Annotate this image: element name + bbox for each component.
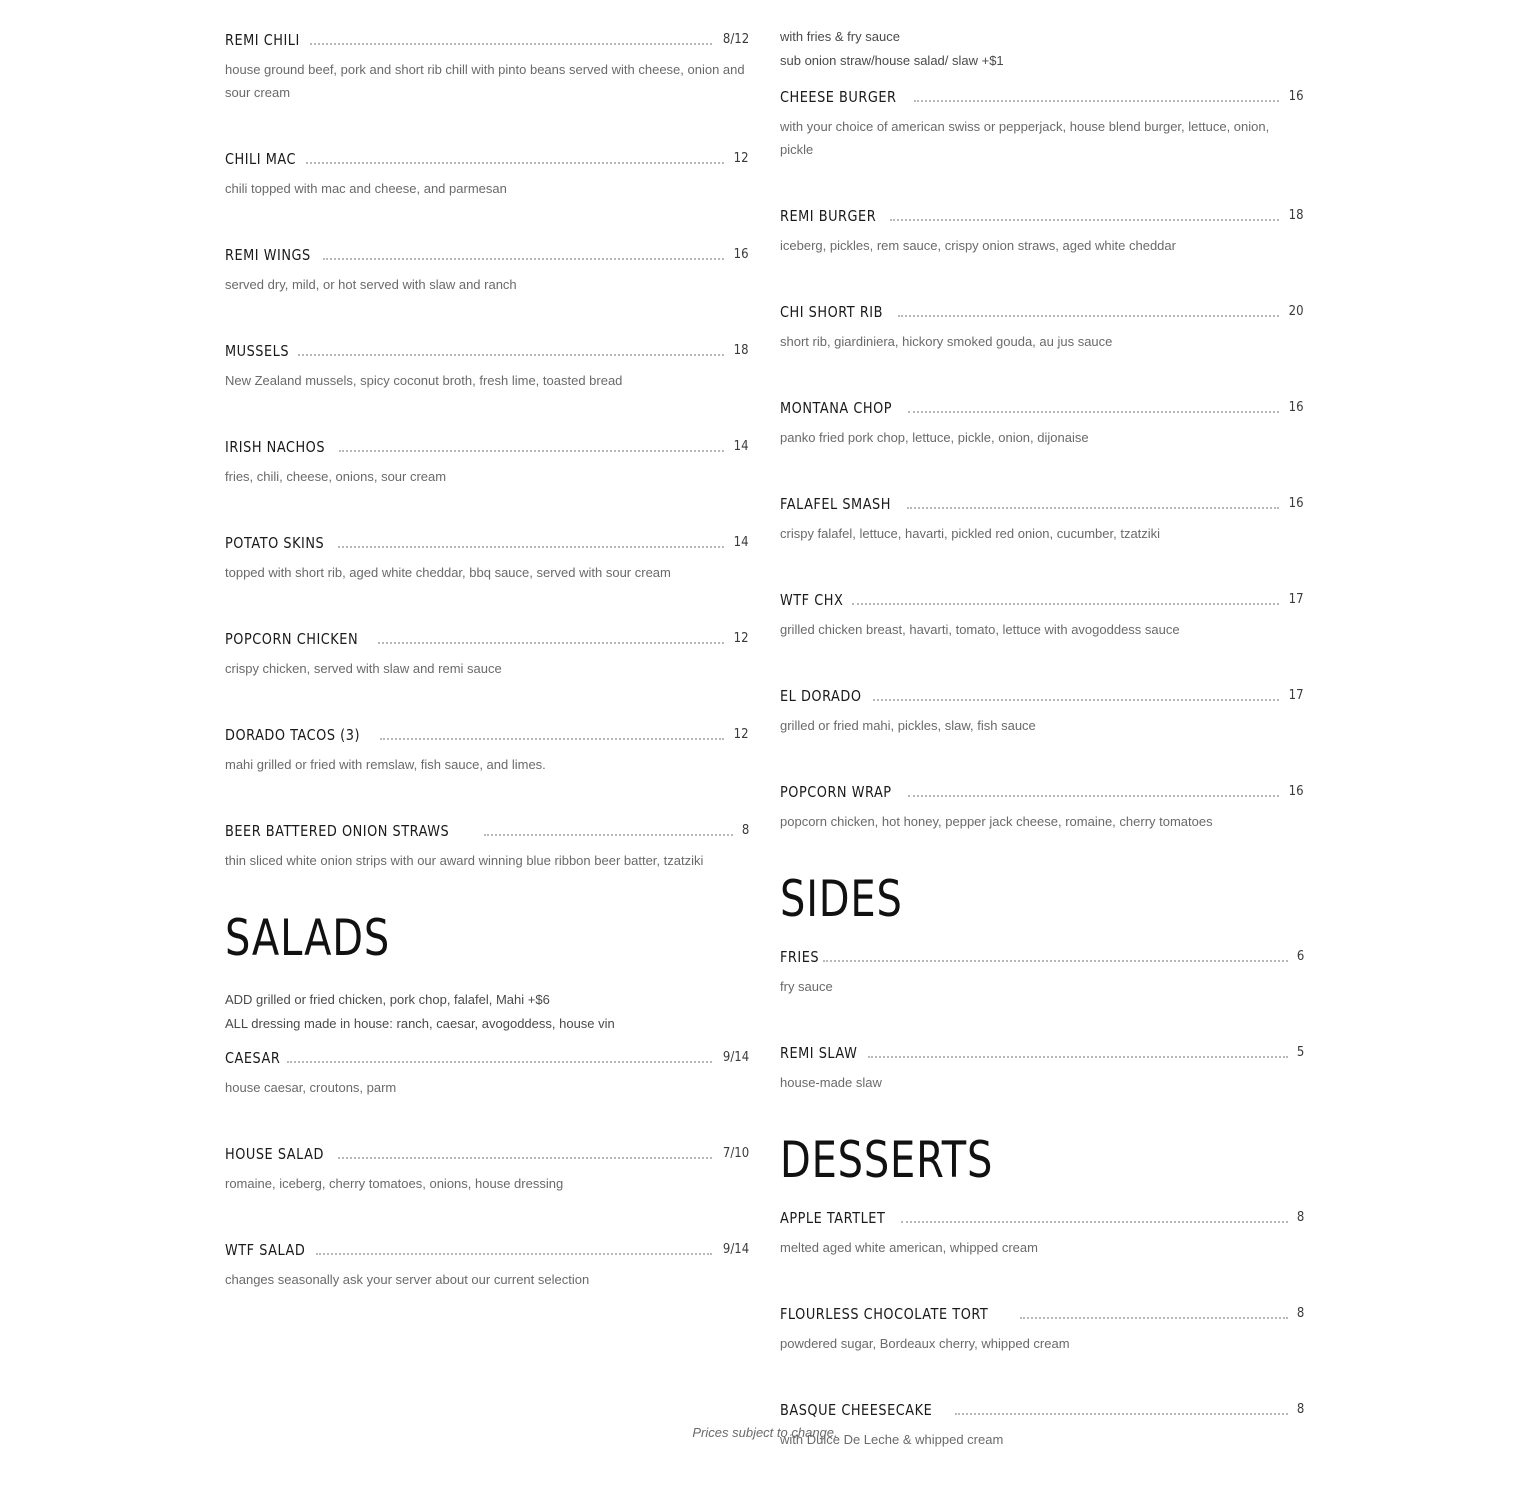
menu-item-remi-burger — [780, 202, 1304, 257]
prices-footer-note: Prices subject to change. — [692, 1425, 838, 1440]
item-name: POPCORN CHICKEN — [225, 630, 359, 648]
item-description: New Zealand mussels, spicy coconut broth, fresh lime, toasted bread — [225, 373, 623, 388]
dotted-leader — [339, 449, 724, 452]
item-price: 8 — [741, 823, 749, 838]
dotted-leader — [823, 959, 1287, 962]
item-price: 9/14 — [722, 1050, 749, 1065]
item-price: 16 — [1289, 400, 1304, 415]
item-price: 5 — [1296, 1045, 1304, 1060]
item-name: FALAFEL SMASH — [780, 495, 891, 513]
menu-item-caesar — [225, 1044, 749, 1099]
menu-item-beer-battered-onion-straws — [225, 817, 749, 872]
item-name: POTATO SKINS — [225, 534, 325, 552]
item-name: POPCORN WRAP — [780, 783, 892, 801]
item-description: iceberg, pickles, rem sauce, crispy onion straws, aged white cheddar — [780, 238, 1176, 253]
item-description: fries, chili, cheese, onions, sour cream — [225, 469, 447, 484]
item-header — [225, 337, 749, 361]
item-price: 17 — [1289, 592, 1304, 607]
menu-item-montana-chop — [780, 394, 1304, 449]
item-name: REMI BURGER — [780, 207, 877, 225]
item-name: REMI WINGS — [225, 246, 311, 264]
menu-item-chi-short-rib — [780, 298, 1304, 353]
item-price: 18 — [734, 343, 749, 358]
section-title-salads: SALADS — [225, 909, 391, 967]
menu-item-house-salad — [225, 1140, 749, 1195]
item-price: 12 — [734, 151, 749, 166]
item-description: powdered sugar, Bordeaux cherry, whipped cream — [780, 1336, 1070, 1351]
menu-item-dorado-tacos — [225, 721, 749, 776]
item-description: topped with short rib, aged white cheddar, bbq sauce, served with sour cream — [225, 565, 671, 580]
item-name: BASQUE CHEESECAKE — [780, 1401, 933, 1419]
dotted-leader — [908, 410, 1279, 413]
menu-item-popcorn-wrap — [780, 778, 1304, 833]
item-price: 14 — [734, 439, 749, 454]
dotted-leader — [310, 42, 712, 45]
item-header — [780, 298, 1304, 322]
menu-item-fries — [780, 943, 1304, 998]
item-header — [225, 817, 749, 841]
item-header — [225, 625, 749, 649]
item-price: 18 — [1289, 208, 1304, 223]
item-price: 8/12 — [722, 32, 749, 47]
item-price: 16 — [1289, 496, 1304, 511]
item-header — [780, 943, 1304, 967]
item-name: EL DORADO — [780, 687, 862, 705]
item-price: 8 — [1296, 1402, 1304, 1417]
item-header — [225, 26, 749, 50]
item-price: 12 — [734, 727, 749, 742]
dotted-leader — [890, 218, 1280, 221]
item-header — [780, 394, 1304, 418]
item-price: 8 — [1296, 1210, 1304, 1225]
dotted-leader — [323, 257, 725, 260]
dotted-leader — [1020, 1316, 1288, 1319]
dotted-leader — [306, 161, 725, 164]
item-description: house caesar, croutons, parm — [225, 1080, 397, 1095]
item-description: with your choice of american swiss or pepperjack, house blend burger, lettuce, onion, pickle — [780, 119, 1270, 157]
dotted-leader — [908, 794, 1280, 797]
item-description: short rib, giardiniera, hickory smoked gouda, au jus sauce — [780, 334, 1113, 349]
dotted-leader — [901, 1220, 1288, 1223]
item-price: 16 — [1289, 784, 1304, 799]
menu-item-falafel-smash — [780, 490, 1304, 545]
menu-item-remi-chili — [225, 26, 749, 104]
menu-item-flourless-chocolate-tort — [780, 1300, 1304, 1355]
item-price: 14 — [734, 535, 749, 550]
dotted-leader — [287, 1060, 712, 1063]
item-description: chili topped with mac and cheese, and parmesan — [225, 181, 507, 196]
item-name: FLOURLESS CHOCOLATE TORT — [780, 1305, 989, 1323]
salad-dressing-note: ALL dressing made in house: ranch, caesar, avogoddess, house vin — [225, 1016, 615, 1031]
burger-fries-note: with fries & fry sauce — [780, 29, 900, 44]
item-name: CHEESE BURGER — [780, 88, 897, 106]
item-name: MONTANA CHOP — [780, 399, 893, 417]
item-header — [780, 490, 1304, 514]
item-description: mahi grilled or fried with remslaw, fish sauce, and limes. — [225, 757, 546, 772]
item-description: fry sauce — [780, 979, 833, 994]
dotted-leader — [852, 602, 1280, 605]
menu-item-popcorn-chicken — [225, 625, 749, 680]
burger-sub-note: sub onion straw/house salad/ slaw +$1 — [780, 53, 1004, 68]
item-name: FRIES — [780, 948, 820, 966]
item-header — [225, 433, 749, 457]
item-header — [780, 202, 1304, 226]
item-description: thin sliced white onion strips with our award winning blue ribbon beer batter, tzatziki — [225, 853, 704, 868]
item-name: CHI SHORT RIB — [780, 303, 883, 321]
item-header — [780, 586, 1304, 610]
item-header — [780, 682, 1304, 706]
menu-item-apple-tartlet — [780, 1204, 1304, 1259]
item-name: CHILI MAC — [225, 150, 296, 168]
item-header — [780, 778, 1304, 802]
item-price: 7/10 — [722, 1146, 749, 1161]
dotted-leader — [955, 1412, 1288, 1415]
menu-item-irish-nachos — [225, 433, 749, 488]
dotted-leader — [380, 737, 724, 740]
item-name: REMI SLAW — [780, 1044, 858, 1062]
item-price: 9/14 — [722, 1242, 749, 1257]
item-header — [780, 1396, 1304, 1420]
item-header — [780, 1039, 1304, 1063]
menu-item-basque-cheesecake — [780, 1396, 1304, 1451]
item-name: DORADO TACOS (3) — [225, 726, 361, 744]
item-price: 8 — [1296, 1306, 1304, 1321]
item-price: 12 — [734, 631, 749, 646]
item-description: crispy falafel, lettuce, havarti, pickled red onion, cucumber, tzatziki — [780, 526, 1161, 541]
salad-add-note: ADD grilled or fried chicken, pork chop, falafel, Mahi +$6 — [225, 992, 550, 1007]
item-description: changes seasonally ask your server about our current selection — [225, 1272, 590, 1287]
menu-item-chili-mac — [225, 145, 749, 200]
item-name: WTF SALAD — [225, 1241, 306, 1259]
menu-item-wtf-salad — [225, 1236, 749, 1291]
right-column — [780, 0, 1304, 1492]
dotted-leader — [898, 314, 1280, 317]
item-description: with Dulce De Leche & whipped cream — [780, 1432, 1004, 1447]
item-description: panko fried pork chop, lettuce, pickle, onion, dijonaise — [780, 430, 1089, 445]
item-description: house-made slaw — [780, 1075, 882, 1090]
dotted-leader — [868, 1055, 1288, 1058]
menu-item-potato-skins — [225, 529, 749, 584]
dotted-leader — [298, 353, 725, 356]
item-description: romaine, iceberg, cherry tomatoes, onions, house dressing — [225, 1176, 564, 1191]
item-name: IRISH NACHOS — [225, 438, 326, 456]
dotted-leader — [316, 1252, 711, 1255]
item-description: crispy chicken, served with slaw and remi sauce — [225, 661, 502, 676]
item-header — [780, 83, 1304, 107]
item-description: melted aged white american, whipped cream — [780, 1240, 1038, 1255]
item-header — [225, 145, 749, 169]
item-name: CAESAR — [225, 1049, 281, 1067]
dotted-leader — [378, 641, 725, 644]
item-description: grilled chicken breast, havarti, tomato, lettuce with avogoddess sauce — [780, 622, 1180, 637]
item-description: popcorn chicken, hot honey, pepper jack cheese, romaine, cherry tomatoes — [780, 814, 1213, 829]
dotted-leader — [484, 833, 733, 836]
item-header — [225, 1236, 749, 1260]
item-name: WTF CHX — [780, 591, 844, 609]
item-header — [780, 1300, 1304, 1324]
menu-item-el-dorado — [780, 682, 1304, 737]
item-header — [225, 241, 749, 265]
item-price: 6 — [1296, 949, 1304, 964]
item-header — [225, 1044, 749, 1068]
item-price: 17 — [1289, 688, 1304, 703]
item-header — [225, 721, 749, 745]
item-name: BEER BATTERED ONION STRAWS — [225, 822, 450, 840]
item-name: MUSSELS — [225, 342, 290, 360]
item-price: 16 — [734, 247, 749, 262]
dotted-leader — [338, 1156, 712, 1159]
item-price: 20 — [1289, 304, 1304, 319]
menu-item-remi-wings — [225, 241, 749, 296]
menu-item-cheese-burger — [780, 83, 1304, 161]
item-description: served dry, mild, or hot served with slaw and ranch — [225, 277, 517, 292]
dotted-leader — [873, 698, 1280, 701]
dotted-leader — [338, 545, 724, 548]
item-description: house ground beef, pork and short rib chill with pinto beans served with cheese, onion and sour cream — [225, 62, 745, 100]
item-name: REMI CHILI — [225, 31, 300, 49]
item-price: 16 — [1289, 89, 1304, 104]
section-title-sides: SIDES — [780, 870, 903, 928]
item-header — [225, 529, 749, 553]
item-name: APPLE TARTLET — [780, 1209, 886, 1227]
item-header — [225, 1140, 749, 1164]
menu-item-wtf-chx — [780, 586, 1304, 641]
dotted-leader — [907, 506, 1279, 509]
menu-item-remi-slaw — [780, 1039, 1304, 1094]
menu-item-mussels — [225, 337, 749, 392]
section-title-desserts: DESSERTS — [780, 1131, 994, 1189]
dotted-leader — [914, 99, 1280, 102]
left-column — [225, 0, 749, 1332]
item-header — [780, 1204, 1304, 1228]
item-description: grilled or fried mahi, pickles, slaw, fish sauce — [780, 718, 1036, 733]
item-name: HOUSE SALAD — [225, 1145, 324, 1163]
